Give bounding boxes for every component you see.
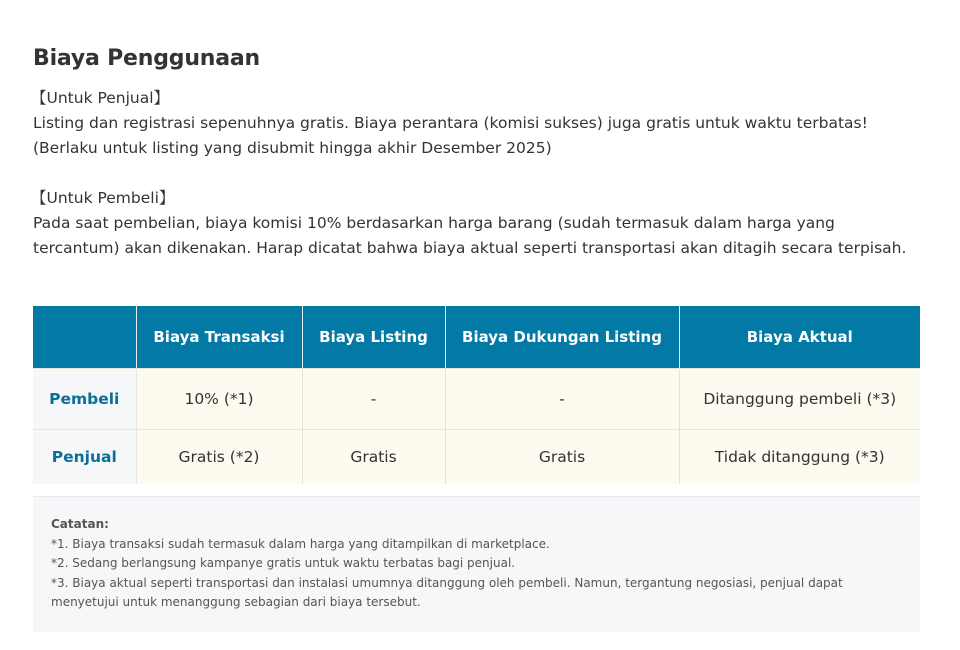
table-cell: Gratis [302,430,445,485]
note-item: *3. Biaya aktual seperti transportasi dan instalasi umumnya ditanggung oleh pembeli. Namun, tergantung negosiasi, penjual dapat menyetujui untuk menanggung sebagian dari biaya tersebut. [51,575,843,609]
table-cell: Ditanggung pembeli (*3) [679,369,920,430]
buyer-heading: 【Untuk Pembeli】 [31,189,175,207]
header-transaction-fee: Biaya Transaksi [136,306,302,369]
table-cell: Gratis [445,430,679,485]
notes-box [33,496,920,632]
table-row-seller [33,430,920,485]
header-empty [33,306,136,369]
header-listing-fee: Biaya Listing [302,306,445,369]
header-actual-cost: Biaya Aktual [679,306,920,369]
header-listing-support-fee: Biaya Dukungan Listing [445,306,679,369]
seller-description: Listing dan registrasi sepenuhnya gratis. Biaya perantara (komisi sukses) juga gratis untuk waktu terbatas! (Berlaku untuk listing yang disubmit hingga akhir Desember 2025) [33,114,868,157]
table-cell: - [445,369,679,430]
page-title: Biaya Penggunaan [33,46,261,71]
buyer-description: Pada saat pembelian, biaya komisi 10% berdasarkan harga barang (sudah termasuk dalam harga yang tercantum) akan dikenakan. Harap dicatat bahwa biaya aktual seperti transportasi akan ditagih secara terpisah. [33,214,907,257]
table-cell: Gratis (*2) [136,430,302,485]
buyer-section [33,186,920,261]
row-label-buyer: Pembeli [33,369,136,430]
table-cell: Tidak ditanggung (*3) [679,430,920,485]
seller-section [33,86,920,161]
table-cell: 10% (*1) [136,369,302,430]
fee-table [33,306,920,484]
table-header-row [33,306,920,369]
seller-heading: 【Untuk Penjual】 [31,89,170,107]
table-row-buyer [33,369,920,430]
notes-title: Catatan: [51,517,109,531]
note-item: *2. Sedang berlangsung kampanye gratis untuk waktu terbatas bagi penjual. [51,556,516,570]
note-item: *1. Biaya transaksi sudah termasuk dalam harga yang ditampilkan di marketplace. [51,536,550,551]
table-cell: - [302,369,445,430]
row-label-seller: Penjual [33,430,136,485]
